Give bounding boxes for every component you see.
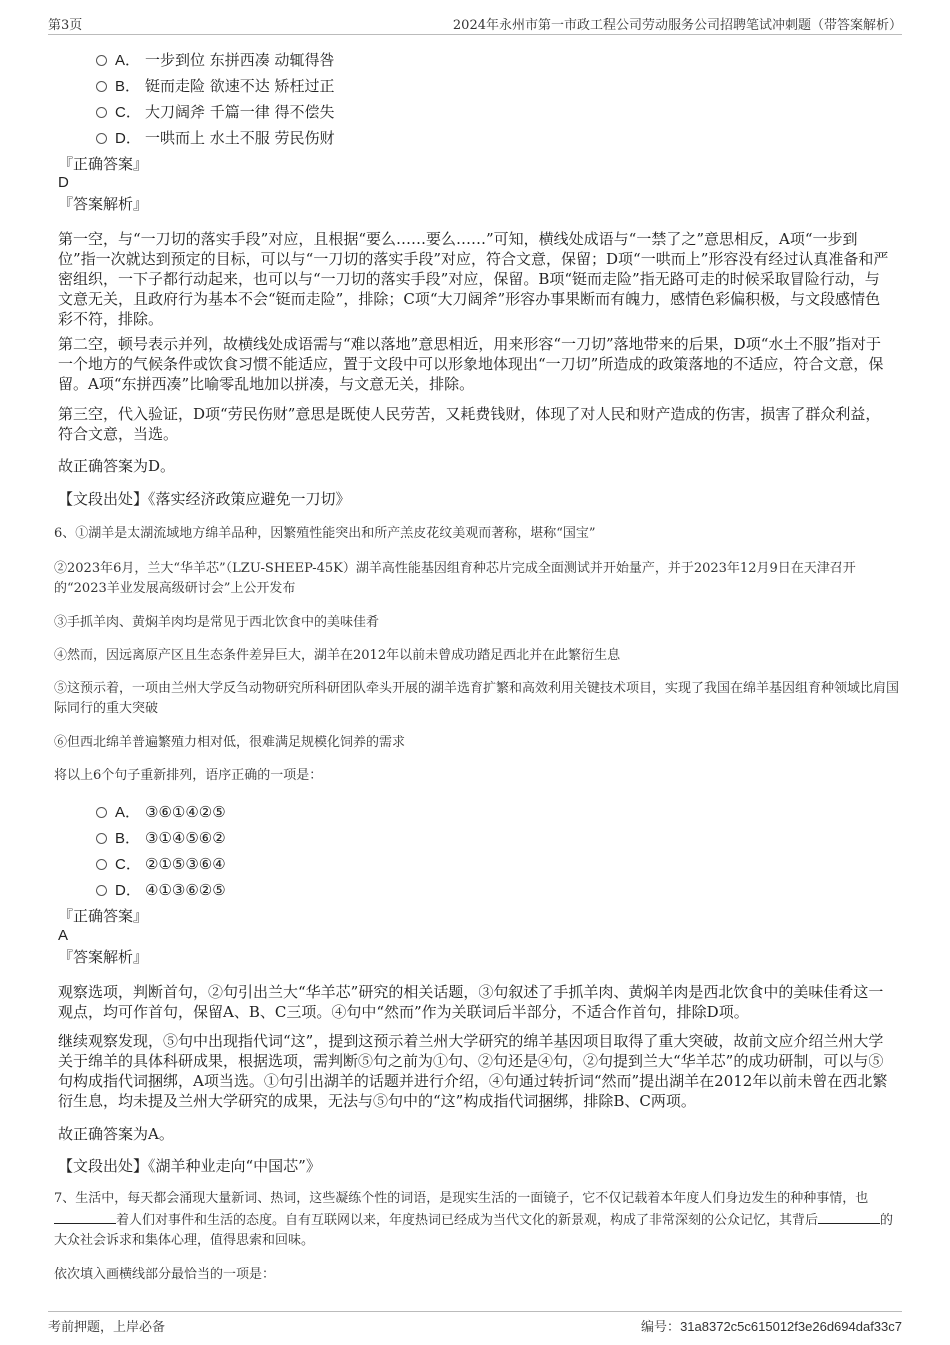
footer-slogan: 考前押题，上岸必备	[48, 1320, 166, 1335]
page-footer	[48, 1311, 902, 1334]
question-prompt: 将以上6个句子重新排列，语序正确的一项是：	[54, 768, 323, 783]
fill-blank[interactable]	[818, 1209, 880, 1224]
q6-option-c[interactable]: C． ②①⑤③⑥④	[96, 853, 226, 875]
q5-option-c[interactable]: C． 大刀阔斧 千篇一律 得不偿失	[96, 101, 335, 123]
question-line: ④然而，因远离原产区且生态条件差异巨大，湖羊在2012年以前未曾成功踏足西北并在此繁衍生息	[54, 648, 621, 663]
radio-icon[interactable]	[96, 833, 107, 844]
radio-icon[interactable]	[96, 107, 107, 118]
fill-blank[interactable]	[54, 1209, 116, 1224]
source-citation: 【文段出处】《落实经济政策应避免一刀切》	[58, 490, 351, 508]
q5-option-a[interactable]: A． 一步到位 东拼西凑 动辄得咎	[96, 49, 335, 71]
question-line: 6、①湖羊是太湖流域地方绵羊品种，因繁殖性能突出和所产羔皮花纹美观而著称，堪称“国宝”	[54, 526, 596, 541]
page-header	[48, 14, 902, 35]
q6-option-a[interactable]: A． ③⑥①④②⑤	[96, 801, 226, 823]
question-line: ②2023年6月，兰大“华羊芯”（LZU-SHEEP-45K）湖羊高性能基因组育种芯片完成全面测试并开始量产，并于2023年12月9日在天津召开的“2023羊业发展高级研讨会”上公开发布	[54, 561, 856, 596]
radio-icon[interactable]	[96, 55, 107, 66]
analysis-label: 『答案解析』	[58, 948, 149, 966]
source-citation: 【文段出处】《湖羊种业走向“中国芯”》	[58, 1157, 321, 1175]
answer-value: D	[58, 174, 69, 191]
analysis-paragraph: 继续观察发现，⑤句中出现指代词“这”，提到这预示着兰州大学研究的绵羊基因项目取得了重大突破，故前文应介绍兰州大学关于绵羊的具体科研成果，根据选项，需判断⑤句之前为①句、②句还是④句，②句提到兰大“华羊芯”的成功研制，可以与⑤句构成指代词捆绑，A项当选。①句引出湖羊的话题并进行介绍，④句通过转折词“然而”提出湖羊在2012年以前未曾在西北繁衍生息，均未提及兰州大学研究的成果，无法与⑤句中的“这”构成指代词捆绑，排除B、C两项。	[58, 1032, 888, 1110]
question-line: ⑥但西北绵羊普遍繁殖力相对低，很难满足规模化饲养的需求	[54, 735, 406, 750]
q5-option-b[interactable]: B． 铤而走险 欲速不达 矫枉过正	[96, 75, 335, 97]
question-prompt: 依次填入画横线部分最恰当的一项是：	[54, 1267, 276, 1282]
radio-icon[interactable]	[96, 81, 107, 92]
radio-icon[interactable]	[96, 885, 107, 896]
analysis-paragraph: 观察选项，判断首句，②句引出兰大“华羊芯”研究的相关话题，③句叙述了手抓羊肉、黄焖羊肉是西北饮食中的美味佳肴这一观点，均可作首句，保留A、B、C三项。④句中“然而”作为关联词后半部分，不适合作首句，排除D项。	[58, 983, 884, 1021]
analysis-conclusion: 故正确答案为D。	[58, 457, 176, 475]
document-code: 编号：31a8372c5c615012f3e26d694daf33c7	[641, 1319, 902, 1335]
question-line: ③手抓羊肉、黄焖羊肉均是常见于西北饮食中的美味佳肴	[54, 615, 380, 630]
document-title: 2024年永州市第一市政工程公司劳动服务公司招聘笔试冲刺题（带答案解析）	[452, 18, 902, 33]
q6-option-d[interactable]: D． ④①③⑥②⑤	[96, 879, 226, 901]
analysis-paragraph: 第一空，与“一刀切的落实手段”对应，且根据“要么……要么……”可知，横线处成语与“一禁了之”意思相反，A项“一步到位”指一次就达到预定的目标，可以与“一刀切的落实手段”对应，符合文意，保留；D项“一哄而上”形容没有经过认真准备和严密组织，一下子都行动起来，也可以与“一刀切的落实手段”对应，保留。B项“铤而走险”指无路可走的时候采取冒险行动，与文意无关，且政府行为基本不会“铤而走险”，排除；C项“大刀阔斧”形容办事果断而有魄力，感情色彩偏积极，与文段感情色彩不符，排除。	[58, 230, 889, 328]
answer-label: 『正确答案』	[58, 907, 149, 925]
q5-option-d[interactable]: D． 一哄而上 水土不服 劳民伤财	[96, 127, 335, 149]
analysis-paragraph: 第二空，顿号表示并列，故横线处成语需与“难以落地”意思相近，用来形容“一刀切”落地带来的后果，D项“水土不服”指对于一个地方的气候条件或饮食习惯不能适应，置于文段中可以形象地体现出“一刀切”所造成的政策落地的不适应，符合文意，保留。A项“东拼西凑”比喻零乱地加以拼凑，与文意无关，排除。	[58, 335, 884, 393]
question-7-text: 7、生活中，每天都会涌现大量新词、热词，这些凝练个性的词语，是现实生活的一面镜子，它不仅记载着本年度人们身边发生的种种事情，也着人们对事件和生活的态度。自有互联网以来，年度热词已经成为当代文化的新景观，构成了非常深刻的公众记忆，其背后 的大众社会诉求和集体心理，值得思索和回味。	[54, 1191, 894, 1248]
analysis-label: 『答案解析』	[58, 195, 149, 213]
radio-icon[interactable]	[96, 859, 107, 870]
radio-icon[interactable]	[96, 807, 107, 818]
analysis-conclusion: 故正确答案为A。	[58, 1125, 174, 1143]
question-line: ⑤这预示着，一项由兰州大学反刍动物研究所科研团队牵头开展的湖羊选育扩繁和高效利用关键技术项目，实现了我国在绵羊基因组育种领域比肩国际同行的重大突破	[54, 681, 900, 716]
page-number: 第3页	[48, 18, 83, 33]
q6-option-b[interactable]: B． ③①④⑤⑥②	[96, 827, 226, 849]
radio-icon[interactable]	[96, 133, 107, 144]
analysis-paragraph: 第三空，代入验证，D项“劳民伤财”意思是既使人民劳苦，又耗费钱财，体现了对人民和财产造成的伤害，损害了群众利益，符合文意，当选。	[58, 405, 881, 443]
answer-label: 『正确答案』	[58, 155, 149, 173]
answer-value: A	[58, 927, 69, 944]
